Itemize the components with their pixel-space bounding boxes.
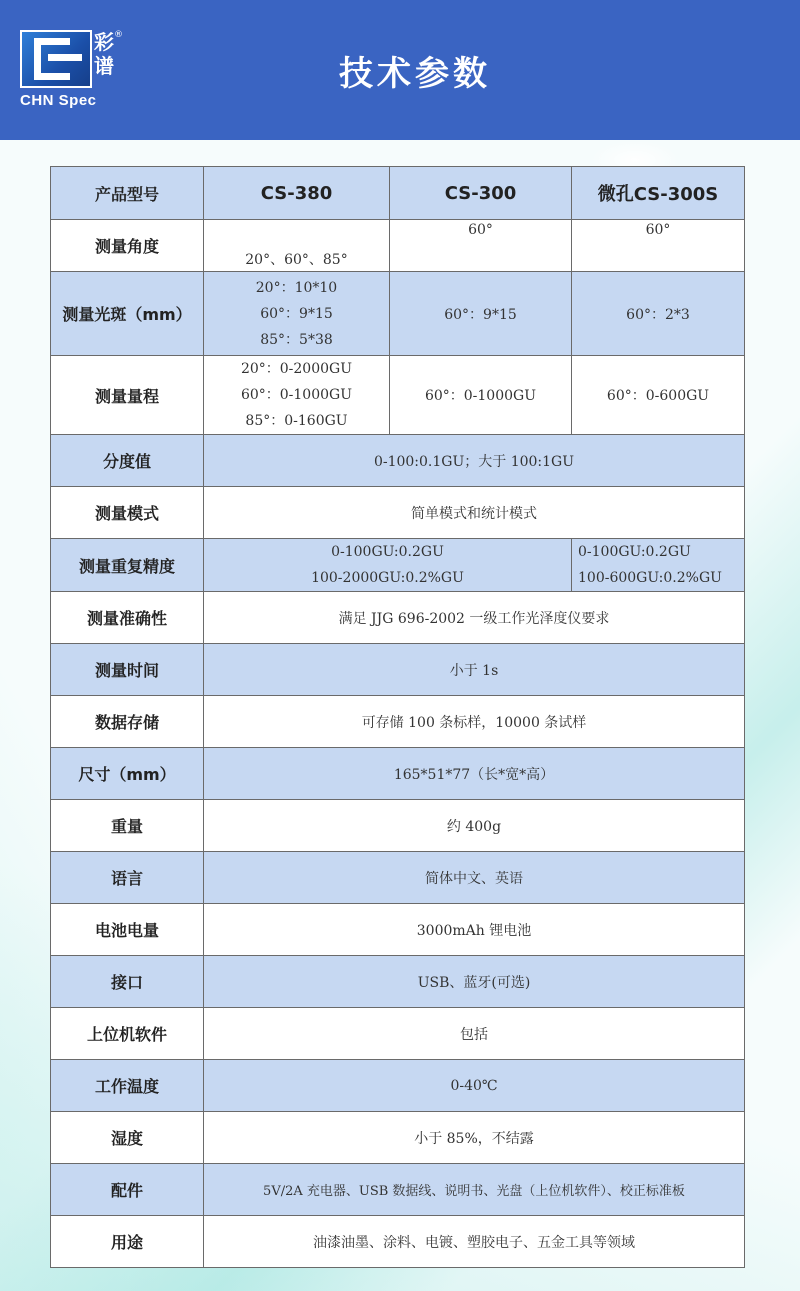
row-label: 语言 bbox=[51, 852, 204, 904]
row-label: 测量重复精度 bbox=[51, 539, 204, 592]
column-header-cs300s: 微孔CS-300S bbox=[572, 167, 745, 220]
cell-value: 简体中文、英语 bbox=[204, 852, 745, 904]
cell-value: 简单模式和统计模式 bbox=[204, 487, 745, 539]
cell-cs380-cs300 bbox=[204, 539, 572, 592]
table-row-software bbox=[51, 1008, 745, 1060]
row-label: 工作温度 bbox=[51, 1060, 204, 1112]
row-label: 测量准确性 bbox=[51, 592, 204, 644]
row-label: 尺寸（mm） bbox=[51, 748, 204, 800]
row-label: 测量角度 bbox=[51, 220, 204, 272]
cell-value: 小于 1s bbox=[204, 644, 745, 696]
table-row-range bbox=[51, 356, 745, 435]
cell-line: 100-2000GU:0.2%GU bbox=[311, 570, 464, 586]
cell-cs300s: 60°：0-600GU bbox=[572, 356, 745, 435]
table-row-repeatability bbox=[51, 539, 745, 592]
cell-cs300s: 60°：2*3 bbox=[572, 272, 745, 356]
cell-value: 0-100:0.1GU；大于 100:1GU bbox=[204, 435, 745, 487]
cell-value: 油漆油墨、涂料、电镀、塑胶电子、五金工具等领域 bbox=[204, 1216, 745, 1268]
row-label: 配件 bbox=[51, 1164, 204, 1216]
table-row-accessories bbox=[51, 1164, 745, 1216]
row-label: 测量光斑（mm） bbox=[51, 272, 204, 356]
table-row-resolution bbox=[51, 435, 745, 487]
cell-cs300: 60° bbox=[390, 220, 572, 272]
table-row-storage bbox=[51, 696, 745, 748]
cell-cs380 bbox=[204, 356, 390, 435]
table-row-interface bbox=[51, 956, 745, 1008]
cell-value: USB、蓝牙(可选) bbox=[204, 956, 745, 1008]
cell-line: 0-100GU:0.2GU bbox=[331, 544, 444, 560]
column-header-cs380: CS-380 bbox=[204, 167, 390, 220]
cell-value: 约 400g bbox=[204, 800, 745, 852]
spec-table bbox=[50, 166, 745, 1268]
table-row-size bbox=[51, 748, 745, 800]
cell-value: 165*51*77（长*宽*高） bbox=[204, 748, 745, 800]
page-title: 技术参数 bbox=[339, 54, 491, 94]
cell-cs380: 20°、60°、85° bbox=[204, 220, 390, 272]
table-row-angle bbox=[51, 220, 745, 272]
cell-cs300: 60°：0-1000GU bbox=[390, 356, 572, 435]
cell-line: 85°：0-160GU bbox=[245, 413, 348, 429]
cell-line: 20°：10*10 bbox=[255, 279, 338, 296]
row-label: 测量量程 bbox=[51, 356, 204, 435]
cell-value: 3000mAh 锂电池 bbox=[204, 904, 745, 956]
table-row-temperature bbox=[51, 1060, 745, 1112]
cell-value: 0-40℃ bbox=[204, 1060, 745, 1112]
cell-value: 小于 85%，不结露 bbox=[204, 1112, 745, 1164]
cell-line: 0-100GU:0.2GU bbox=[578, 544, 691, 560]
column-header-model: 产品型号 bbox=[51, 167, 204, 220]
registered-mark: ® bbox=[114, 30, 123, 40]
cell-line: 100-600GU:0.2%GU bbox=[578, 570, 722, 586]
table-row-usage bbox=[51, 1216, 745, 1268]
logo-char-1: 彩 bbox=[94, 30, 114, 54]
row-label: 测量时间 bbox=[51, 644, 204, 696]
row-label: 上位机软件 bbox=[51, 1008, 204, 1060]
logo-char-2: 谱 bbox=[94, 54, 114, 78]
cell-value: 满足 JJG 696-2002 一级工作光泽度仪要求 bbox=[204, 592, 745, 644]
row-label: 数据存储 bbox=[51, 696, 204, 748]
table-row-spot bbox=[51, 272, 745, 356]
header-banner bbox=[0, 0, 800, 140]
row-label: 分度值 bbox=[51, 435, 204, 487]
row-label: 重量 bbox=[51, 800, 204, 852]
cell-value: 5V/2A 充电器、USB 数据线、说明书、光盘（上位机软件）、校正标准板 bbox=[204, 1164, 745, 1216]
table-row-language bbox=[51, 852, 745, 904]
row-label: 接口 bbox=[51, 956, 204, 1008]
cell-cs300s bbox=[572, 539, 745, 592]
cell-value: 包括 bbox=[204, 1008, 745, 1060]
cell-cs300s: 60° bbox=[572, 220, 745, 272]
cell-cs380 bbox=[204, 272, 390, 356]
table-header-row bbox=[51, 167, 745, 220]
cell-line: 20°：0-2000GU bbox=[240, 361, 353, 377]
cell-line: 60°：9*15 bbox=[260, 305, 333, 322]
column-header-cs300: CS-300 bbox=[390, 167, 572, 220]
table-row-battery bbox=[51, 904, 745, 956]
row-label: 用途 bbox=[51, 1216, 204, 1268]
table-row-humidity bbox=[51, 1112, 745, 1164]
table-row-weight bbox=[51, 800, 745, 852]
table-row-time bbox=[51, 644, 745, 696]
cell-line: 85°：5*38 bbox=[260, 331, 333, 348]
table-row-mode bbox=[51, 487, 745, 539]
row-label: 测量模式 bbox=[51, 487, 204, 539]
cell-line: 60°：0-1000GU bbox=[240, 387, 353, 403]
table-row-accuracy bbox=[51, 592, 745, 644]
logo-english: CHN Spec bbox=[20, 92, 97, 109]
row-label: 电池电量 bbox=[51, 904, 204, 956]
cell-value: 可存储 100 条标样，10000 条试样 bbox=[204, 696, 745, 748]
row-label: 湿度 bbox=[51, 1112, 204, 1164]
cell-cs300: 60°：9*15 bbox=[390, 272, 572, 356]
